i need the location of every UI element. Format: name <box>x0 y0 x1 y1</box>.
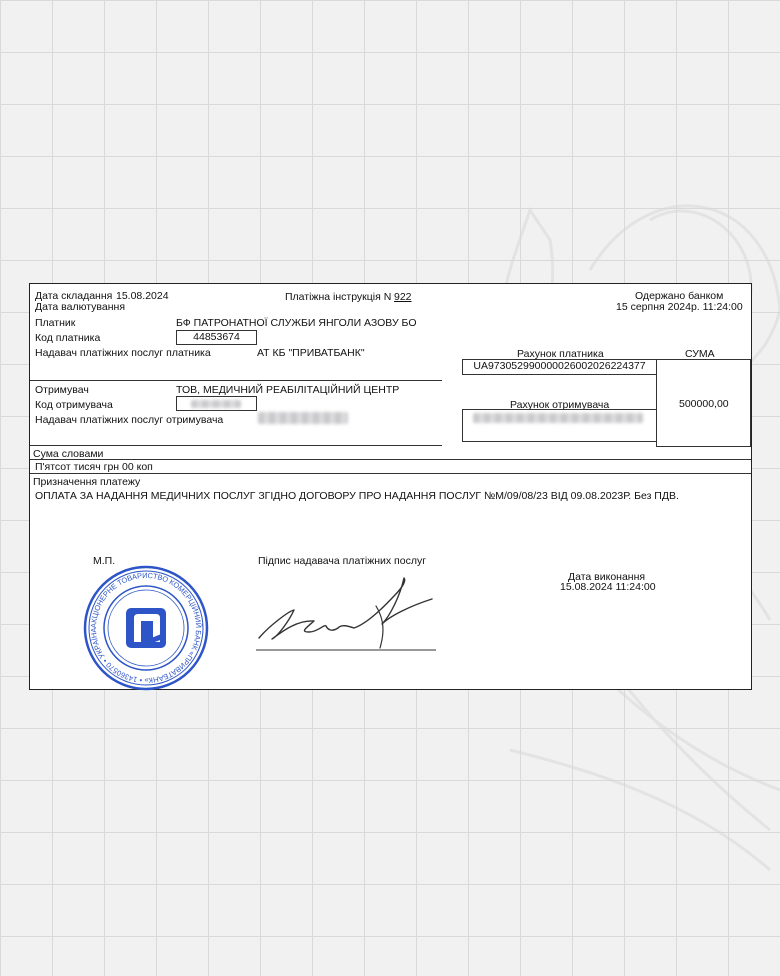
document-title: Платіжна інструкція N <box>285 291 392 303</box>
payment-instruction-document <box>29 283 752 690</box>
purpose-label: Призначення платежу <box>33 476 141 488</box>
divider <box>30 445 442 446</box>
sum-words: П'ятсот тисяч грн 00 коп <box>35 461 153 473</box>
divider <box>30 380 442 381</box>
payer-label: Платник <box>35 317 76 329</box>
payer-account-box <box>462 359 657 375</box>
payer-code-box <box>176 330 257 345</box>
redacted-recipient-code <box>191 400 241 408</box>
sum-words-label: Сума словами <box>33 448 104 460</box>
payer-psp-label: Надавач платіжних послуг платника <box>35 347 211 359</box>
payer-account-label: Рахунок платника <box>517 348 604 360</box>
redacted-recipient-psp <box>258 412 348 424</box>
sum-label: СУМА <box>685 348 715 360</box>
received-label: Одержано банком <box>635 290 724 302</box>
payer-account: UA973052990000026002026224377 <box>473 360 646 372</box>
received-date: 15 серпня 2024р. 11:24:00 <box>616 301 743 313</box>
date-compiled: 15.08.2024 <box>116 290 169 302</box>
payer-code-label: Код платника <box>35 332 101 344</box>
payer-name: БФ ПАТРОНАТНОЇ СЛУЖБИ ЯНГОЛИ АЗОВУ БО <box>176 317 417 329</box>
recipient-code-box <box>176 396 257 411</box>
divider <box>30 473 751 474</box>
date-compiled-label: Дата складання <box>35 290 113 302</box>
redacted-recipient-account <box>473 413 643 423</box>
recipient-psp-label: Надавач платіжних послуг отримувача <box>35 414 224 426</box>
sum-box <box>656 359 751 447</box>
value-date-label: Дата валютування <box>35 301 125 313</box>
payer-psp: АТ КБ "ПРИВАТБАНК" <box>257 347 365 359</box>
recipient-account-box <box>462 409 657 442</box>
bank-stamp <box>82 564 210 692</box>
document-number: 922 <box>394 291 412 303</box>
purpose-text: ОПЛАТА ЗА НАДАННЯ МЕДИЧНИХ ПОСЛУГ ЗГІДНО ДОГОВОРУ ПРО НАДАННЯ ПОСЛУГ №М/09/08/23 ВІД 09.08.2023Р. Без ПДВ. <box>35 490 679 502</box>
sum-value: 500000,00 <box>679 398 729 410</box>
recipient-account-label: Рахунок отримувача <box>510 399 610 411</box>
recipient-name: ТОВ, МЕДИЧНИЙ РЕАБІЛІТАЦІЙНИЙ ЦЕНТР <box>176 384 400 396</box>
recipient-label: Отримувач <box>35 384 89 396</box>
handwritten-signature <box>254 566 444 656</box>
signature-label: Підпис надавача платіжних послуг <box>258 555 427 567</box>
stamp-place-label: М.П. <box>93 555 116 567</box>
execution-label: Дата виконання <box>568 571 646 583</box>
payer-code: 44853674 <box>193 331 240 343</box>
recipient-code-label: Код отримувача <box>35 399 113 411</box>
privatbank-logo-icon <box>126 608 166 648</box>
execution-date: 15.08.2024 11:24:00 <box>560 581 656 593</box>
divider <box>30 459 751 460</box>
stamp-ring-text: АКЦІОНЕРНЕ ТОВАРИСТВО КОМЕРЦІЙНИЙ БАНК «ПРИВАТБАНК» • 14360570 • УКРАЇНА <box>88 570 204 686</box>
